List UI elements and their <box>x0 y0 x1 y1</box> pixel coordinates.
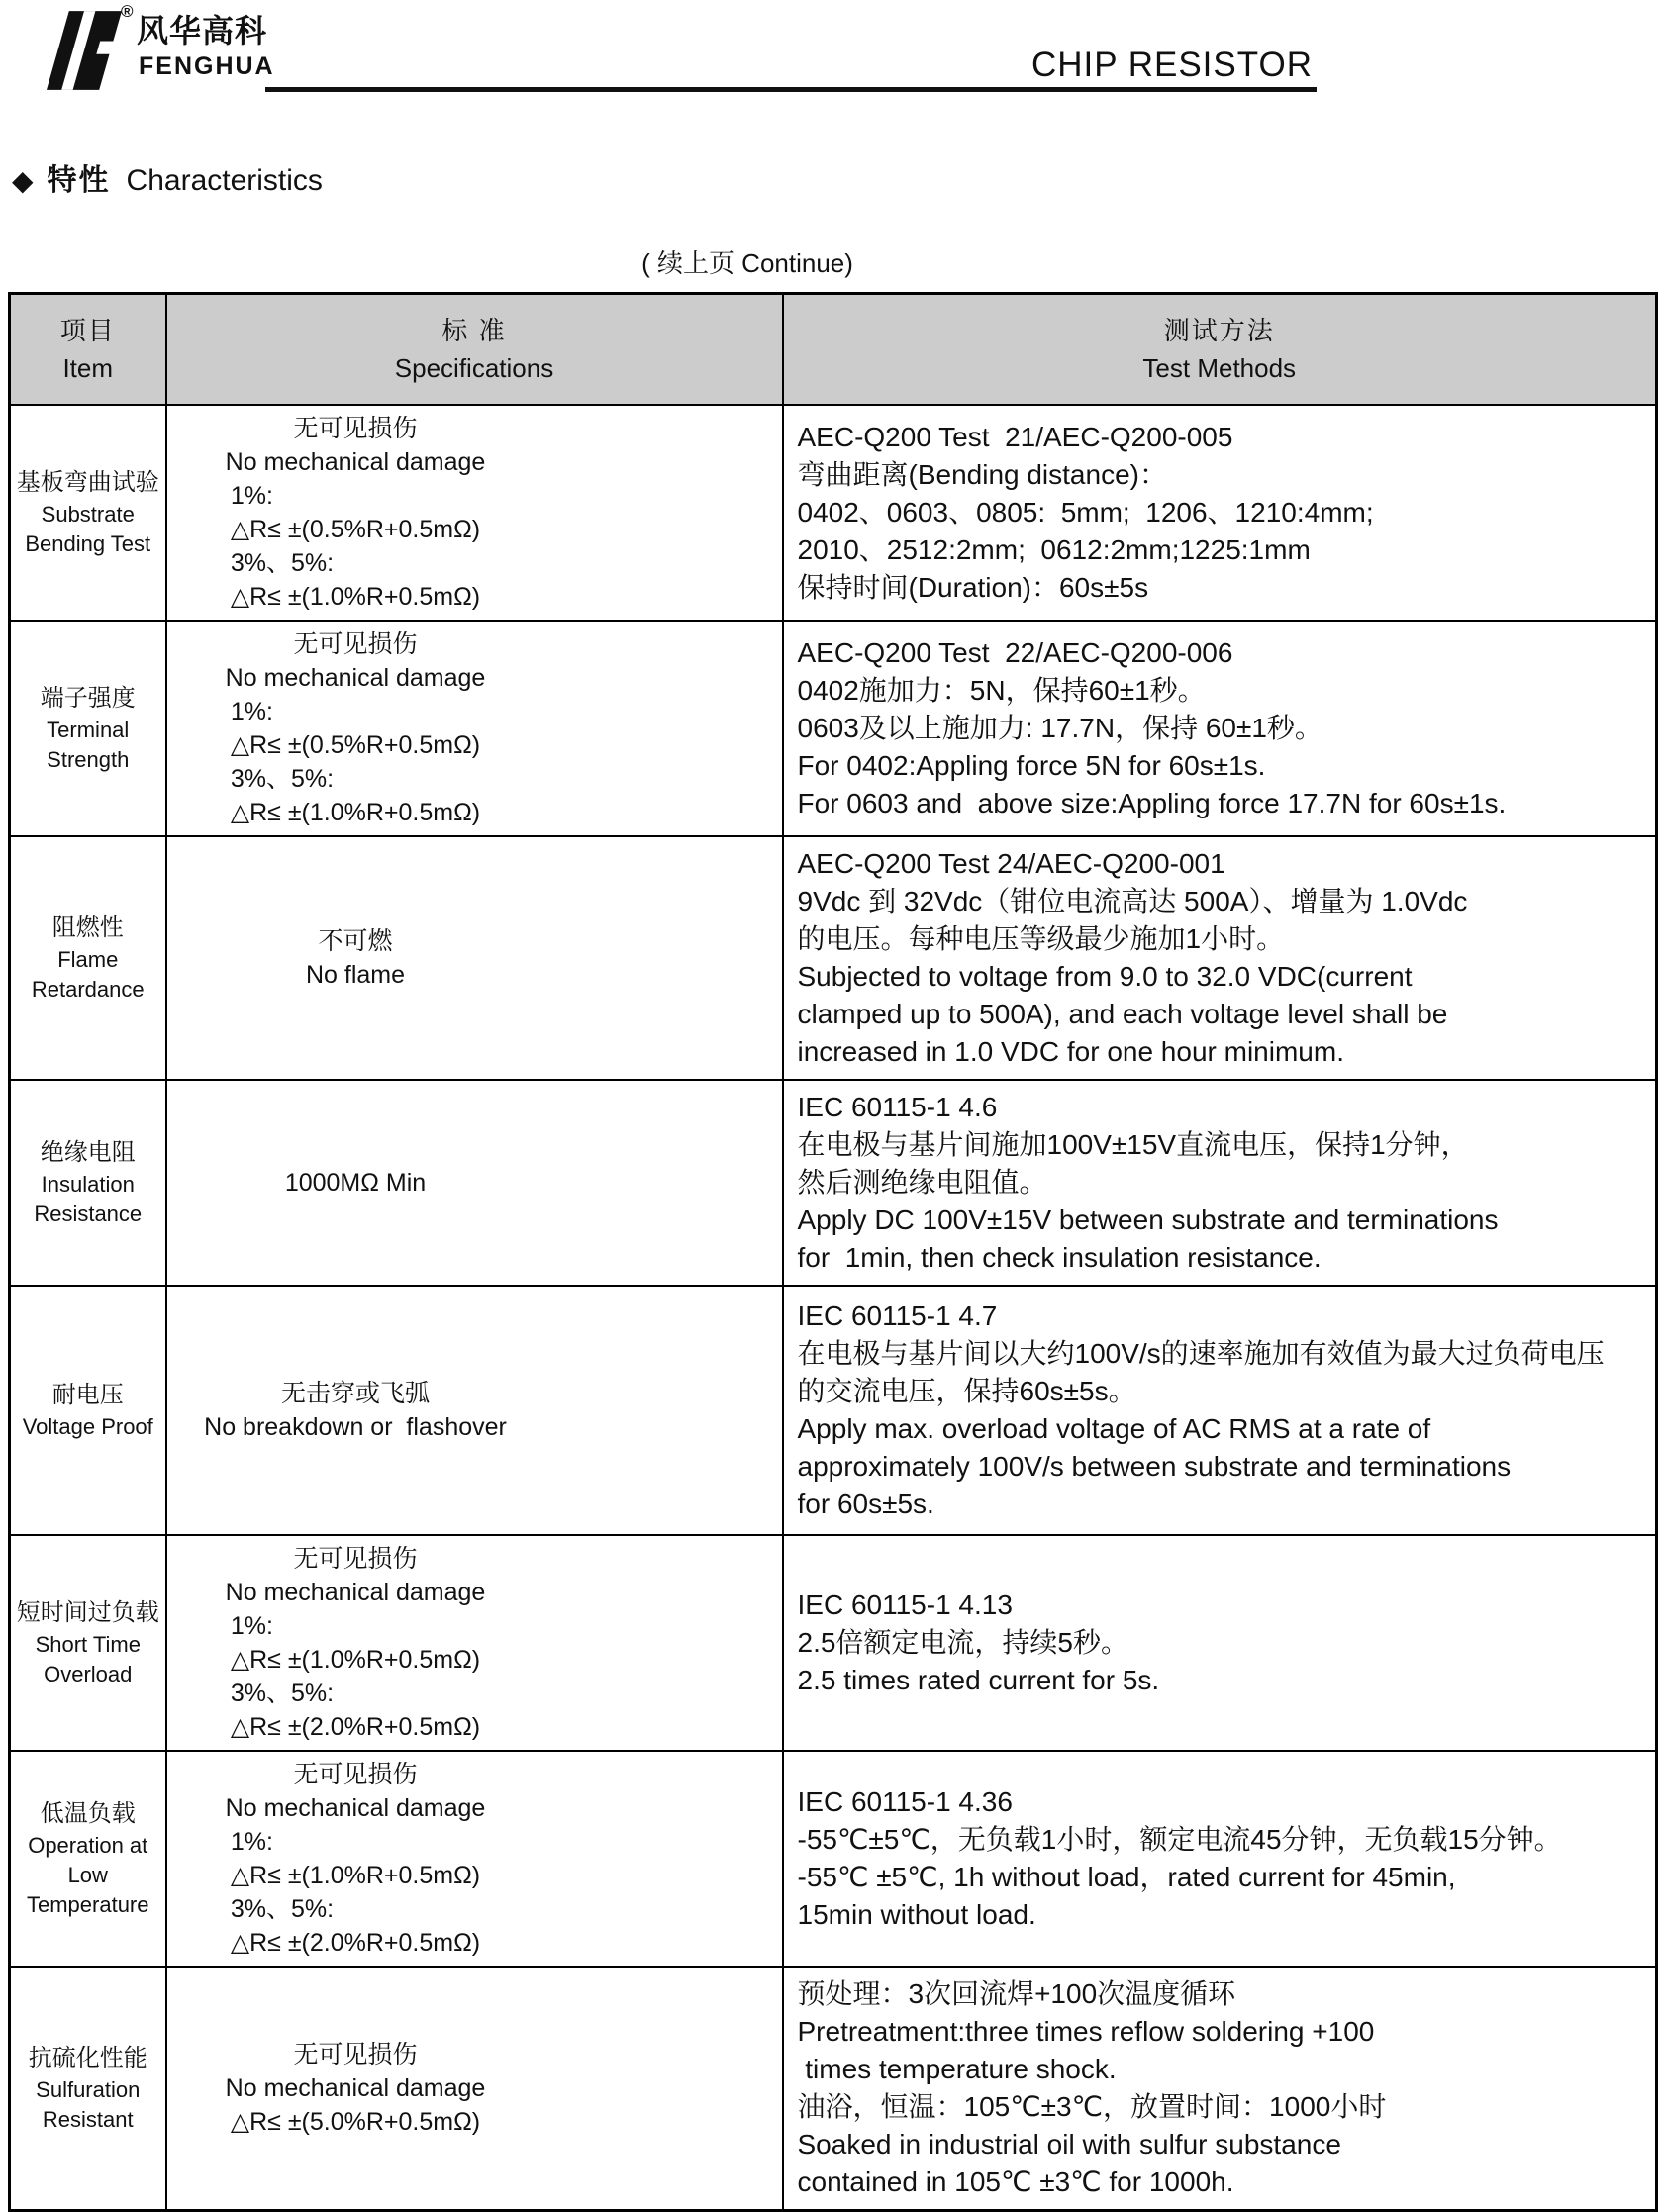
item-line: Insulation <box>41 1171 135 1197</box>
header-divider <box>265 87 1317 92</box>
method-line: IEC 60115-1 4.6 <box>797 1091 998 1122</box>
method-line: Pretreatment:three times reflow soldering +100 <box>797 2015 1375 2047</box>
spec-cell <box>166 405 783 621</box>
method-line: For 0402:Appling force 5N for 60s±1s. <box>797 749 1266 781</box>
item-line: 抗硫化性能 <box>28 2044 147 2071</box>
item-cell <box>10 405 166 621</box>
item-line: 端子强度 <box>40 684 136 712</box>
spec-line: 无可见损伤 <box>293 414 418 442</box>
spec-tolerance-line: 1%: <box>230 1827 273 1856</box>
spec-tolerance-line: △R≤ ±(1.0%R+0.5mΩ) <box>230 1861 481 1889</box>
item-line: 阻燃性 <box>51 914 124 941</box>
column-header-specifications-en: Specifications <box>394 352 554 383</box>
spec-line: 1000MΩ Min <box>284 1168 427 1197</box>
item-cell <box>10 621 166 836</box>
item-line: Short Time <box>35 1631 141 1657</box>
spec-tolerance-line: △R≤ ±(0.5%R+0.5mΩ) <box>230 515 481 543</box>
spec-cell <box>166 1751 783 1967</box>
item-line: Flame <box>57 946 119 972</box>
spec-tolerance-line: △R≤ ±(0.5%R+0.5mΩ) <box>230 730 481 759</box>
spec-line: 不可燃 <box>318 926 393 955</box>
method-line: Subjected to voltage from 9.0 to 32.0 VDC(current <box>797 960 1413 992</box>
item-cell <box>10 1286 166 1535</box>
methods-cell <box>783 1080 1657 1286</box>
spec-cell <box>166 1286 783 1535</box>
methods-cell <box>783 405 1657 621</box>
continue-note: ( 续上页 Continue) <box>641 248 853 278</box>
brand-name-english: FENGHUA <box>139 52 275 80</box>
method-line: 2010、2512:2mm; 0612:2mm;1225:1mm <box>797 533 1311 565</box>
method-line: Soaked in industrial oil with sulfur substance <box>797 2128 1341 2160</box>
item-line: 绝缘电阻 <box>40 1138 136 1166</box>
table-body <box>10 405 1657 2211</box>
spec-line: No mechanical damage <box>225 2073 486 2102</box>
method-line: increased in 1.0 VDC for one hour minimum. <box>797 1035 1344 1067</box>
item-cell <box>10 1080 166 1286</box>
diamond-bullet-icon: ◆ <box>12 165 34 196</box>
table-row <box>10 1967 1657 2211</box>
method-line: 0402施加力：5N，保持60±1秒。 <box>797 674 1206 706</box>
method-line: 9Vdc 到 32Vdc（钳位电流高达 500A）、增量为 1.0Vdc <box>797 885 1468 916</box>
table-row <box>10 1535 1657 1751</box>
table-row <box>10 836 1657 1080</box>
method-line: for 60s±5s. <box>797 1488 934 1519</box>
section-heading <box>12 162 323 200</box>
method-line: 2.5倍额定电流，持续5秒。 <box>797 1626 1128 1658</box>
table-row <box>10 1751 1657 1967</box>
column-header-specifications-cn: 标 准 <box>441 315 507 345</box>
registered-trademark-symbol: ® <box>121 2 134 21</box>
spec-line: 无可见损伤 <box>293 1760 418 1788</box>
method-line: approximately 100V/s between substrate and terminations <box>797 1450 1512 1482</box>
method-line: 15min without load. <box>797 1898 1036 1930</box>
spec-line: △R≤ ±(5.0%R+0.5mΩ) <box>230 2107 481 2136</box>
item-line: Terminal <box>47 717 130 742</box>
table-row <box>10 1286 1657 1535</box>
method-line: IEC 60115-1 4.13 <box>797 1588 1013 1620</box>
method-line: 的电压。每种电压等级最少施加1小时。 <box>797 922 1285 954</box>
spec-tolerance-line: 3%、5%: <box>230 548 335 577</box>
page-title: CHIP RESISTOR <box>1031 46 1313 84</box>
column-header-item <box>10 294 166 405</box>
item-line: Operation at <box>28 1832 148 1858</box>
table-header <box>10 294 1657 405</box>
item-line: Voltage Proof <box>22 1413 153 1439</box>
item-cell <box>10 1535 166 1751</box>
spec-tolerance-line: 1%: <box>230 481 273 510</box>
methods-cell <box>783 621 1657 836</box>
spec-line: 无可见损伤 <box>293 2040 418 2068</box>
method-line: clamped up to 500A), and each voltage level shall be <box>797 998 1448 1029</box>
table-row <box>10 405 1657 621</box>
column-header-item-en: Item <box>62 352 114 383</box>
table-row <box>10 621 1657 836</box>
method-line: 在电极与基片间施加100V±15V直流电压，保持1分钟， <box>797 1128 1469 1160</box>
method-line: 油浴，恒温：105℃±3℃，放置时间：1000小时 <box>797 2090 1387 2122</box>
brand-name-chinese: 风华高科 <box>137 13 268 48</box>
column-header-test-methods-cn: 测试方法 <box>1163 315 1275 345</box>
spec-tolerance-line: 1%: <box>230 697 273 725</box>
item-line: 低温负载 <box>40 1799 136 1827</box>
item-line: Overload <box>44 1661 133 1686</box>
item-line: Temperature <box>26 1891 149 1917</box>
spec-line: 无击穿或飞弧 <box>280 1379 430 1407</box>
column-header-specifications <box>166 294 783 405</box>
spec-cell <box>166 1967 783 2211</box>
item-cell <box>10 836 166 1080</box>
spec-line: 无可见损伤 <box>293 629 418 658</box>
spec-tolerance-line: △R≤ ±(2.0%R+0.5mΩ) <box>230 1712 481 1741</box>
method-line: 0402、0603、0805: 5mm; 1206、1210:4mm; <box>797 496 1374 528</box>
spec-tolerance-line: △R≤ ±(1.0%R+0.5mΩ) <box>230 798 481 826</box>
table-row <box>10 1080 1657 1286</box>
spec-tolerance-line: 3%、5%: <box>230 1679 335 1707</box>
item-line: Low <box>67 1862 108 1887</box>
method-line: For 0603 and above size:Appling force 17.7N for 60s±1s. <box>797 787 1507 818</box>
column-header-item-cn: 项目 <box>59 315 116 345</box>
spec-line: 无可见损伤 <box>293 1544 418 1573</box>
spec-line: No flame <box>305 960 406 989</box>
method-line: Apply DC 100V±15V between substrate and terminations <box>797 1203 1499 1235</box>
methods-cell <box>783 1967 1657 2211</box>
spec-tolerance-block <box>231 695 480 829</box>
spec-tolerance-line: 3%、5%: <box>230 764 335 793</box>
method-line: 2.5 times rated current for 5s. <box>797 1664 1160 1695</box>
method-line: contained in 105℃ ±3℃ for 1000h. <box>797 2165 1234 2197</box>
method-line: Apply max. overload voltage of AC RMS at a rate of <box>797 1412 1431 1444</box>
section-title-english: Characteristics <box>126 164 323 197</box>
method-line: 保持时间(Duration)：60s±5s <box>797 571 1149 603</box>
method-line: times temperature shock. <box>797 2053 1117 2084</box>
item-line: 基板弯曲试验 <box>16 468 159 496</box>
method-line: IEC 60115-1 4.36 <box>797 1785 1013 1817</box>
method-line: 的交流电压，保持60s±5s。 <box>797 1375 1136 1406</box>
column-header-test-methods <box>783 294 1657 405</box>
method-line: AEC-Q200 Test 22/AEC-Q200-006 <box>797 636 1233 668</box>
method-line: for 1min, then check insulation resistance. <box>797 1241 1322 1273</box>
method-line: -55℃ ±5℃, 1h without load，rated current for 45min, <box>797 1861 1456 1892</box>
method-line: -55℃±5℃，无负载1小时，额定电流45分钟，无负载15分钟。 <box>797 1823 1562 1855</box>
method-line: 然后测绝缘电阻值。 <box>797 1166 1047 1198</box>
item-line: 短时间过负载 <box>16 1598 159 1626</box>
spec-cell <box>166 1535 783 1751</box>
column-header-test-methods-en: Test Methods <box>1142 352 1297 383</box>
spec-tolerance-line: 3%、5%: <box>230 1894 335 1923</box>
method-line: AEC-Q200 Test 24/AEC-Q200-001 <box>797 847 1225 879</box>
method-line: 弯曲距离(Bending distance)： <box>797 458 1167 490</box>
methods-cell <box>783 1535 1657 1751</box>
spec-tolerance-line: 1%: <box>230 1611 273 1640</box>
characteristics-table <box>8 292 1658 2212</box>
item-cell <box>10 1967 166 2211</box>
spec-line: No breakdown or flashover <box>204 1412 507 1441</box>
spec-tolerance-line: △R≤ ±(1.0%R+0.5mΩ) <box>230 1645 481 1674</box>
spec-line: No mechanical damage <box>225 1793 486 1822</box>
item-line: Sulfuration <box>36 2076 141 2102</box>
spec-tolerance-block <box>231 1825 480 1960</box>
spec-line: No mechanical damage <box>225 447 486 476</box>
method-line: AEC-Q200 Test 21/AEC-Q200-005 <box>797 421 1233 452</box>
spec-cell <box>166 1080 783 1286</box>
spec-tolerance-block <box>231 479 480 614</box>
methods-cell <box>783 1751 1657 1967</box>
item-line: Strength <box>47 746 130 772</box>
item-line: Bending Test <box>25 530 151 556</box>
spec-tolerance-line: △R≤ ±(2.0%R+0.5mΩ) <box>230 1928 481 1957</box>
spec-line: No mechanical damage <box>225 1578 486 1606</box>
table-header-row <box>10 294 1657 405</box>
item-line: Substrate <box>41 501 135 527</box>
spec-tolerance-line: △R≤ ±(1.0%R+0.5mΩ) <box>230 582 481 611</box>
fenghua-logo-icon <box>47 10 122 91</box>
item-cell <box>10 1751 166 1967</box>
methods-cell <box>783 1286 1657 1535</box>
method-line: IEC 60115-1 4.7 <box>797 1299 998 1331</box>
item-line: 耐电压 <box>51 1381 124 1408</box>
methods-cell <box>783 836 1657 1080</box>
spec-line: No mechanical damage <box>225 663 486 692</box>
spec-cell <box>166 621 783 836</box>
spec-tolerance-block <box>231 1609 480 1744</box>
item-line: Resistance <box>34 1201 143 1226</box>
method-line: 0603及以上施加力: 17.7N，保持 60±1秒。 <box>797 712 1322 743</box>
spec-cell <box>166 836 783 1080</box>
method-line: 预处理：3次回流焊+100次温度循环 <box>797 1977 1236 2009</box>
item-line: Resistant <box>42 2106 134 2132</box>
method-line: 在电极与基片间以大约100V/s的速率施加有效值为最大过负荷电压 <box>797 1337 1605 1369</box>
section-title-chinese: 特性 <box>47 164 111 197</box>
item-line: Retardance <box>31 976 145 1002</box>
